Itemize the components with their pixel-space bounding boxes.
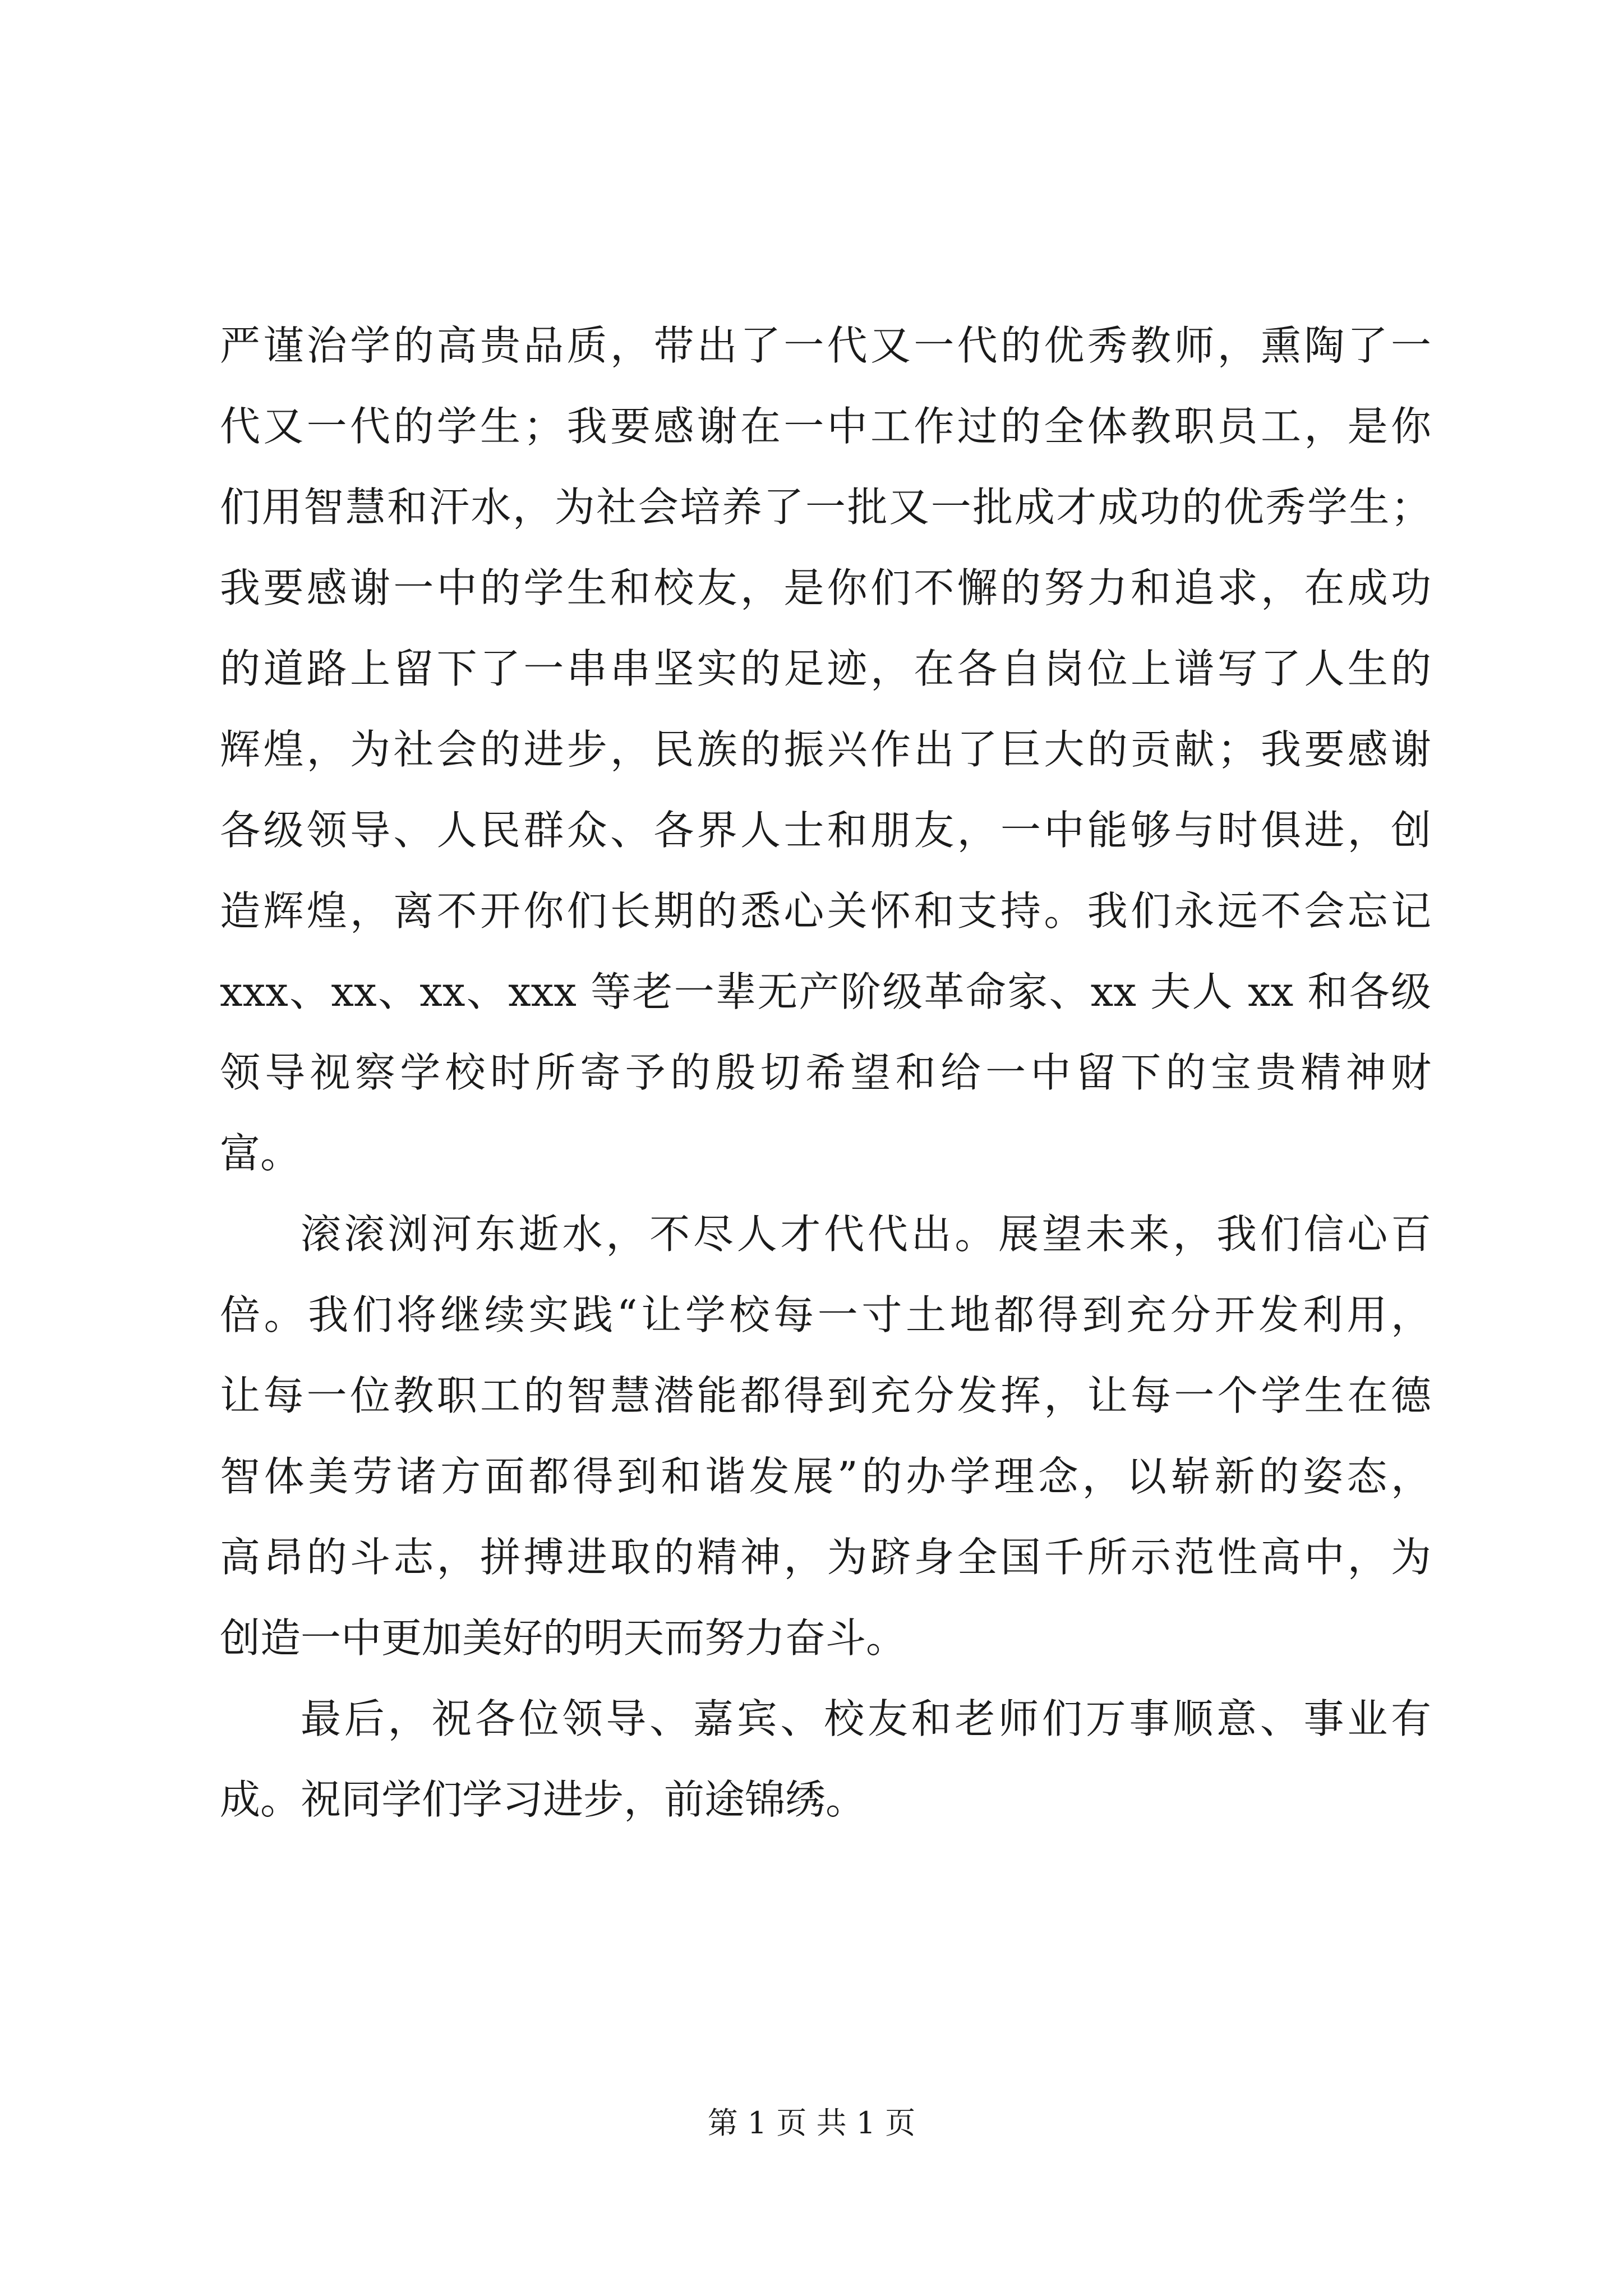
text-line: 创造一中更加美好的明天而努力奋斗。: [220, 1614, 907, 1662]
text-line: 领导视察学校时所寄予的殷切希望和给一中留下的宝贵精神财: [220, 1049, 1431, 1096]
page-footer: [0, 2104, 1623, 2143]
paragraph-1: [220, 305, 1431, 1194]
text-line: 我要感谢一中的学生和校友，是你们不懈的努力和追求，在成功: [220, 564, 1431, 611]
text-line: 滚滚浏河东逝水，不尽人才代代出。展望未来，我们信心百: [301, 1211, 1431, 1258]
text-line: 辉煌，为社会的进步，民族的振兴作出了巨大的贡献；我要感谢: [220, 726, 1431, 773]
text-line: 代又一代的学生；我要感谢在一中工作过的全体教职员工，是你: [220, 403, 1431, 450]
text-line: 智体美劳诸方面都得到和谐发展”的办学理念，以崭新的姿态，: [220, 1453, 1431, 1500]
text-line: 高昂的斗志，拼搏进取的精神，为跻身全国千所示范性高中，为: [220, 1534, 1431, 1581]
text-line: 的道路上留下了一串串坚实的足迹，在各自岗位上谱写了人生的: [220, 645, 1431, 692]
text-line: xxx、xx、xx、xxx 等老一辈无产阶级革命家、xx 夫人 xx 和各级: [220, 968, 1431, 1015]
text-line: 各级领导、人民群众、各界人士和朋友，一中能够与时俱进，创: [220, 807, 1431, 854]
text-line: 让每一位教职工的智慧潜能都得到充分发挥，让每一个学生在德: [220, 1372, 1431, 1419]
text-line: 倍。我们将继续实践“让学校每一寸土地都得到充分开发利用，: [220, 1291, 1431, 1338]
text-line: 造辉煌，离不开你们长期的悉心关怀和支持。我们永远不会忘记: [220, 887, 1431, 935]
paragraph-3: [220, 1678, 1431, 1840]
document-body: [220, 305, 1431, 1840]
text-line: 成。祝同学们学习进步，前途锦绣。: [220, 1776, 866, 1823]
text-line: 们用智慧和汗水，为社会培养了一批又一批成才成功的优秀学生；: [220, 484, 1431, 531]
text-line: 严谨治学的高贵品质，带出了一代又一代的优秀教师，熏陶了一: [220, 322, 1431, 369]
text-line: 富。: [220, 1130, 301, 1177]
text-line: 最后，祝各位领导、嘉宾、校友和老师们万事顺意、事业有: [301, 1695, 1431, 1742]
paragraph-2: [220, 1194, 1431, 1678]
page-number-label: 第 1 页 共 1 页: [707, 2105, 916, 2141]
